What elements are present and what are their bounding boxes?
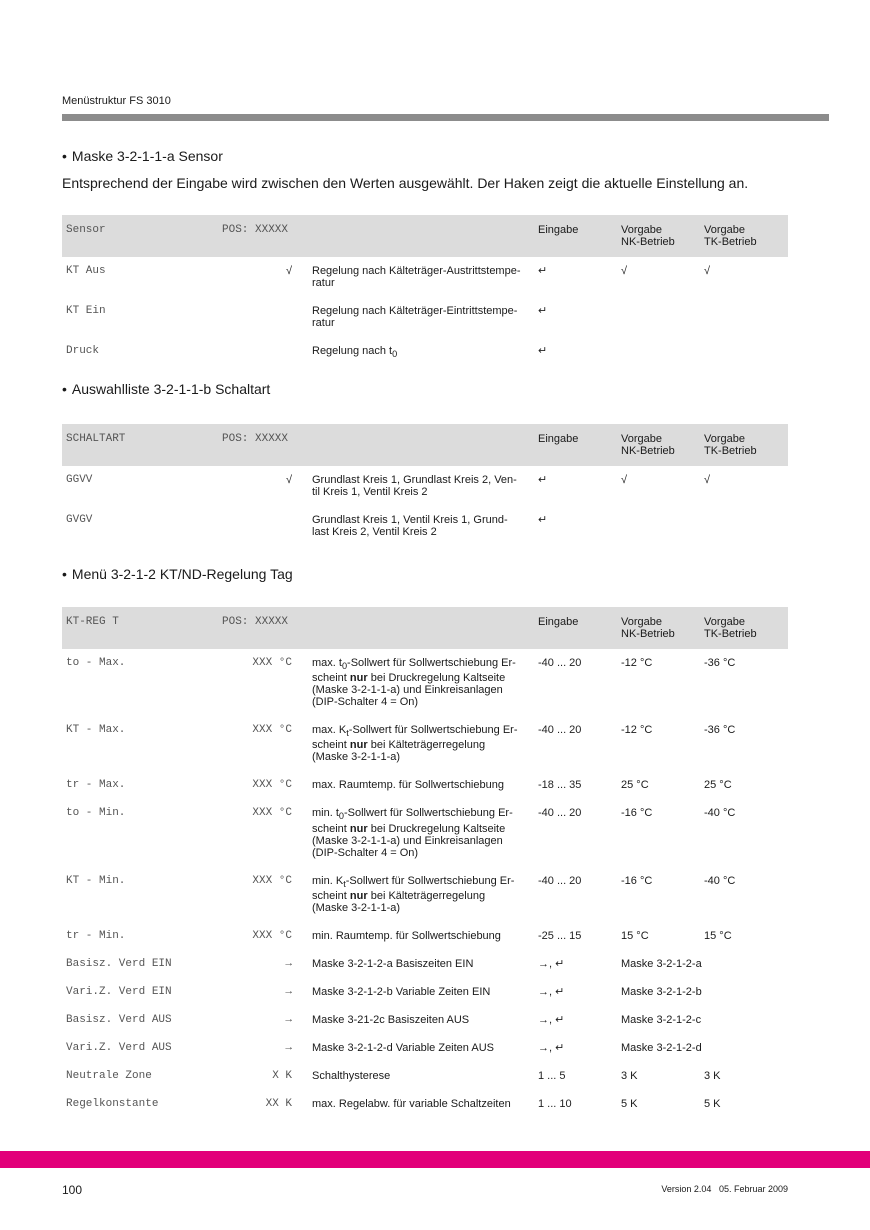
header-col-pos: POS: XXXXX bbox=[222, 424, 312, 466]
row-input: ↵ bbox=[538, 474, 548, 486]
desc-line-4: (DIP-Schalter 4 = On) bbox=[312, 696, 419, 709]
desc-line bbox=[312, 807, 530, 822]
row-name: GVGV bbox=[66, 514, 93, 526]
header-nk-line2: NK-Betrieb bbox=[621, 445, 675, 457]
desc-text: Maske 3-2-1-2-b Variable Zeiten EIN bbox=[312, 985, 491, 998]
row-default-nk: -12 °C bbox=[621, 657, 653, 669]
row-default-nk bbox=[621, 506, 704, 546]
section-heading-sensor: • Maske 3-2-1-1-a Sensor bbox=[62, 148, 223, 164]
intro-text: Entsprechend der Eingabe wird zwischen den Werten ausgewählt. Der Haken zeigt die aktuelle Einstellung an. bbox=[62, 175, 749, 191]
desc-line bbox=[312, 875, 530, 890]
desc-emphasis: nur bbox=[349, 889, 368, 902]
desc-line bbox=[312, 305, 530, 317]
desc-line bbox=[312, 1014, 530, 1026]
desc-text: min. Raumtemp. für Sollwertschiebung bbox=[312, 929, 501, 942]
row-name: Neutrale Zone bbox=[66, 1069, 152, 1082]
desc-line bbox=[312, 1070, 530, 1082]
row-default-tk bbox=[704, 506, 788, 546]
row-name: KT Ein bbox=[66, 305, 106, 317]
row-default-tk: 25 °C bbox=[704, 779, 732, 792]
row-name: Vari.Z. Verd AUS bbox=[66, 1041, 172, 1054]
desc-line-3: (Maske 3-2-1-1-a) bbox=[312, 901, 401, 914]
header-col-name: KT-REG T bbox=[62, 607, 222, 649]
row-name: Basisz. Verd AUS bbox=[66, 1013, 172, 1026]
header-nk-line1: Vorgabe bbox=[621, 616, 662, 628]
desc-line bbox=[312, 779, 530, 791]
row-input: →, ↵ bbox=[538, 1013, 565, 1026]
header-tk-line2: TK-Betrieb bbox=[704, 445, 757, 457]
desc-subscript: t bbox=[343, 878, 346, 889]
row-name: Regelkonstante bbox=[66, 1097, 159, 1110]
row-desc bbox=[312, 297, 538, 337]
table-row bbox=[62, 1062, 788, 1090]
table-row bbox=[62, 1090, 788, 1118]
table-row bbox=[62, 649, 788, 716]
row-pos: XXX °C bbox=[252, 929, 292, 942]
header-col-tk bbox=[704, 424, 788, 466]
row-default-nk: -12 °C bbox=[621, 724, 653, 737]
row-default-tk: 5 K bbox=[704, 1097, 721, 1110]
header-col-nk bbox=[621, 424, 704, 466]
desc-subscript: t bbox=[346, 728, 349, 739]
desc-text: scheint bbox=[312, 889, 350, 902]
row-default-tk: 3 K bbox=[704, 1069, 721, 1082]
row-desc bbox=[312, 867, 538, 922]
row-pos: → bbox=[285, 957, 292, 970]
header-nk-line1: Vorgabe bbox=[621, 433, 662, 445]
desc-line bbox=[312, 657, 530, 672]
desc-text: Schalthysterese bbox=[312, 1069, 391, 1082]
table-row bbox=[62, 771, 788, 799]
row-default-nk: Maske 3-2-1-2-d bbox=[621, 1041, 702, 1054]
row-input: ↵ bbox=[538, 265, 548, 277]
desc-text: Grundlast Kreis 1, Grundlast Kreis 2, Ven- bbox=[312, 474, 517, 486]
row-desc bbox=[312, 799, 538, 866]
table-row bbox=[62, 978, 788, 1006]
desc-emphasis: nur bbox=[349, 672, 368, 685]
row-pos: XXX °C bbox=[252, 724, 292, 737]
row-pos bbox=[222, 337, 312, 368]
desc-text-cont: -Sollwert für Sollwertschiebung Er- bbox=[345, 874, 515, 887]
row-default-nk bbox=[621, 337, 704, 368]
row-default-nk: √ bbox=[621, 474, 628, 486]
header-tk-line1: Vorgabe bbox=[704, 433, 745, 445]
row-input: -40 ... 20 bbox=[538, 807, 582, 820]
row-desc bbox=[312, 337, 538, 368]
section-heading-schaltart: • Auswahlliste 3-2-1-1-b Schaltart bbox=[62, 381, 271, 397]
row-default-nk: √ bbox=[621, 265, 628, 277]
row-pos: XXX °C bbox=[252, 874, 292, 887]
table-row bbox=[62, 716, 788, 771]
table-row bbox=[62, 506, 788, 546]
row-default-nk: Maske 3-2-1-2-a bbox=[621, 957, 702, 970]
desc-text: Maske 3-2-1-2-a Basiszeiten EIN bbox=[312, 957, 474, 970]
row-desc bbox=[312, 466, 538, 506]
header-col-desc bbox=[312, 607, 538, 649]
header-col-pos: POS: XXXXX bbox=[222, 215, 312, 257]
desc-text: Regelung nach Kälteträger-Eintrittstempe- bbox=[312, 305, 518, 317]
row-input: ↵ bbox=[538, 305, 548, 317]
row-default-tk: -40 °C bbox=[704, 874, 736, 887]
header-col-desc bbox=[312, 215, 538, 257]
row-name: KT - Min. bbox=[66, 874, 126, 887]
table-row bbox=[62, 257, 788, 297]
row-default-nk: -16 °C bbox=[621, 874, 653, 887]
running-header: Menüstruktur FS 3010 bbox=[62, 95, 171, 107]
desc-line bbox=[312, 345, 530, 360]
row-pos: XXX °C bbox=[252, 807, 292, 820]
row-input: -40 ... 20 bbox=[538, 874, 582, 887]
desc-line bbox=[312, 986, 530, 998]
row-pos: → bbox=[285, 985, 292, 998]
row-default-nk: 3 K bbox=[621, 1069, 638, 1082]
row-name: tr - Min. bbox=[66, 929, 126, 942]
row-name: Druck bbox=[66, 345, 100, 357]
header-col-input: Eingabe bbox=[538, 424, 621, 466]
desc-emphasis: nur bbox=[349, 822, 368, 835]
desc-line-2: ratur bbox=[312, 277, 335, 289]
desc-text-cont: bei Kälteträgerregelung bbox=[367, 739, 486, 752]
desc-line-3: (Maske 3-2-1-1-a) und Einkreisanlagen bbox=[312, 684, 503, 697]
row-name: GGVV bbox=[66, 474, 93, 486]
header-tk-line2: TK-Betrieb bbox=[704, 628, 757, 640]
row-pos: XX K bbox=[265, 1097, 292, 1110]
desc-subscript: 0 bbox=[338, 811, 344, 822]
row-pos: → bbox=[285, 1013, 292, 1026]
desc-line bbox=[312, 514, 530, 526]
row-input: -40 ... 20 bbox=[538, 724, 582, 737]
row-default-tk: √ bbox=[704, 474, 711, 486]
header-col-input: Eingabe bbox=[538, 607, 621, 649]
desc-line-3: (Maske 3-2-1-1-a) und Einkreisanlagen bbox=[312, 834, 503, 847]
desc-line bbox=[312, 265, 530, 277]
row-default-tk bbox=[704, 297, 788, 337]
table-row bbox=[62, 799, 788, 866]
desc-line-3: (Maske 3-2-1-1-a) bbox=[312, 751, 401, 764]
row-default-tk: √ bbox=[704, 265, 711, 277]
ktreg-table bbox=[62, 607, 788, 1118]
desc-text: Maske 3-21-2c Basiszeiten AUS bbox=[312, 1013, 470, 1026]
header-col-nk bbox=[621, 607, 704, 649]
table-row bbox=[62, 466, 788, 506]
row-pos bbox=[222, 506, 312, 546]
row-pos: √ bbox=[285, 265, 292, 277]
row-input: ↵ bbox=[538, 345, 548, 357]
page-number: 100 bbox=[62, 1183, 83, 1197]
row-input: →, ↵ bbox=[538, 1041, 565, 1054]
row-default-nk bbox=[621, 297, 704, 337]
desc-text: min. K bbox=[312, 874, 344, 887]
row-input: 1 ... 10 bbox=[538, 1097, 572, 1110]
desc-emphasis: nur bbox=[349, 739, 368, 752]
table-row bbox=[62, 337, 788, 368]
footer-accent-bar bbox=[0, 1151, 870, 1168]
desc-text: max. Raumtemp. für Sollwertschiebung bbox=[312, 779, 504, 792]
row-pos bbox=[222, 297, 312, 337]
row-input: →, ↵ bbox=[538, 957, 565, 970]
table-header-row bbox=[62, 424, 788, 466]
desc-text: max. Regelabw. für variable Schaltzeiten bbox=[312, 1097, 511, 1110]
desc-line bbox=[312, 1042, 530, 1054]
header-col-nk bbox=[621, 215, 704, 257]
header-col-tk bbox=[704, 607, 788, 649]
desc-text-cont: -Sollwert für Sollwertschiebung Er- bbox=[347, 657, 516, 669]
desc-line bbox=[312, 724, 530, 739]
header-rule bbox=[62, 114, 829, 121]
row-default-tk: -40 °C bbox=[704, 807, 736, 820]
table-row bbox=[62, 867, 788, 922]
desc-line-2: ratur bbox=[312, 317, 335, 329]
desc-subscript: 0 bbox=[392, 349, 398, 360]
row-desc bbox=[312, 978, 538, 1006]
header-tk-line1: Vorgabe bbox=[704, 616, 745, 628]
sensor-table bbox=[62, 215, 788, 368]
desc-text: Regelung nach Kälteträger-Austrittstempe- bbox=[312, 265, 521, 277]
row-desc bbox=[312, 1006, 538, 1034]
schaltart-table bbox=[62, 424, 788, 546]
desc-text: Regelung nach t bbox=[312, 345, 393, 357]
table-row bbox=[62, 1006, 788, 1034]
desc-text-cont: -Sollwert für Sollwertschiebung Er- bbox=[344, 807, 513, 820]
row-input: -40 ... 20 bbox=[538, 657, 582, 669]
desc-line-2: til Kreis 1, Ventil Kreis 2 bbox=[312, 486, 428, 498]
desc-line-2: last Kreis 2, Ventil Kreis 2 bbox=[312, 526, 437, 538]
row-input: 1 ... 5 bbox=[538, 1069, 566, 1082]
row-pos: XXX °C bbox=[252, 657, 292, 669]
desc-line bbox=[312, 474, 530, 486]
header-col-name: SCHALTART bbox=[62, 424, 222, 466]
row-desc bbox=[312, 649, 538, 716]
row-default-tk bbox=[704, 337, 788, 368]
row-input: →, ↵ bbox=[538, 985, 565, 998]
row-desc bbox=[312, 716, 538, 771]
row-default-nk: Maske 3-2-1-2-b bbox=[621, 985, 702, 998]
desc-text-cont: bei Druckregelung Kaltseite bbox=[367, 672, 506, 685]
header-col-tk bbox=[704, 215, 788, 257]
row-name: Vari.Z. Verd EIN bbox=[66, 985, 172, 998]
header-tk-line1: Vorgabe bbox=[704, 224, 745, 236]
desc-text: scheint bbox=[312, 822, 350, 835]
row-default-tk: 15 °C bbox=[704, 929, 732, 942]
row-name: Basisz. Verd EIN bbox=[66, 957, 172, 970]
table-header-row bbox=[62, 215, 788, 257]
desc-text: Grundlast Kreis 1, Ventil Kreis 1, Grund- bbox=[312, 514, 508, 526]
row-pos: √ bbox=[285, 474, 292, 486]
row-default-nk: 5 K bbox=[621, 1097, 638, 1110]
desc-text: scheint bbox=[312, 739, 350, 752]
row-pos: XXX °C bbox=[252, 779, 292, 792]
row-name: to - Max. bbox=[66, 657, 126, 669]
table-row bbox=[62, 297, 788, 337]
row-desc bbox=[312, 1062, 538, 1090]
table-row bbox=[62, 922, 788, 950]
desc-text-cont: bei Kälteträgerregelung bbox=[367, 889, 486, 902]
row-name: to - Min. bbox=[66, 807, 126, 820]
desc-text: max. t bbox=[312, 657, 342, 669]
desc-line-2 bbox=[312, 672, 530, 684]
row-default-nk: 25 °C bbox=[621, 779, 649, 792]
desc-line bbox=[312, 930, 530, 942]
row-default-nk: -16 °C bbox=[621, 807, 653, 820]
row-desc bbox=[312, 506, 538, 546]
desc-subscript: 0 bbox=[341, 661, 348, 672]
desc-line-2 bbox=[312, 890, 530, 902]
row-desc bbox=[312, 771, 538, 799]
row-default-tk: -36 °C bbox=[704, 657, 736, 669]
desc-text-cont: -Sollwert für Sollwertschiebung Er- bbox=[348, 724, 518, 737]
desc-text: Maske 3-2-1-2-d Variable Zeiten AUS bbox=[312, 1041, 494, 1054]
row-name: KT Aus bbox=[66, 265, 106, 277]
header-nk-line2: NK-Betrieb bbox=[621, 236, 675, 248]
desc-text: scheint bbox=[312, 672, 350, 685]
header-tk-line2: TK-Betrieb bbox=[704, 236, 757, 248]
row-pos: → bbox=[285, 1041, 292, 1054]
desc-text-cont: bei Druckregelung Kaltseite bbox=[367, 822, 506, 835]
header-col-desc bbox=[312, 424, 538, 466]
row-desc bbox=[312, 257, 538, 297]
desc-line bbox=[312, 958, 530, 970]
row-desc bbox=[312, 1034, 538, 1062]
table-header-row bbox=[62, 607, 788, 649]
row-name: KT - Max. bbox=[66, 724, 126, 737]
header-col-name: Sensor bbox=[62, 215, 222, 257]
desc-line-2 bbox=[312, 739, 530, 751]
row-default-nk: Maske 3-2-1-2-c bbox=[621, 1013, 702, 1026]
table-row bbox=[62, 950, 788, 978]
row-input: -18 ... 35 bbox=[538, 779, 582, 792]
row-input: ↵ bbox=[538, 514, 548, 526]
header-col-pos: POS: XXXXX bbox=[222, 607, 312, 649]
desc-text: max. K bbox=[312, 724, 347, 737]
row-desc bbox=[312, 1090, 538, 1118]
row-desc bbox=[312, 922, 538, 950]
row-input: -25 ... 15 bbox=[538, 929, 582, 942]
desc-line bbox=[312, 1098, 530, 1110]
header-col-input: Eingabe bbox=[538, 215, 621, 257]
header-nk-line1: Vorgabe bbox=[621, 224, 662, 236]
row-default-tk: -36 °C bbox=[704, 724, 736, 737]
version-info: Version 2.04 05. Februar 2009 bbox=[661, 1184, 788, 1194]
header-nk-line2: NK-Betrieb bbox=[621, 628, 675, 640]
desc-line-4: (DIP-Schalter 4 = On) bbox=[312, 846, 419, 859]
section-heading-ktreg: • Menü 3-2-1-2 KT/ND-Regelung Tag bbox=[62, 566, 293, 582]
row-desc bbox=[312, 950, 538, 978]
desc-text: min. t bbox=[312, 807, 339, 820]
desc-line-2 bbox=[312, 823, 530, 835]
table-row bbox=[62, 1034, 788, 1062]
row-default-nk: 15 °C bbox=[621, 929, 649, 942]
row-name: tr - Max. bbox=[66, 779, 126, 792]
row-pos: X K bbox=[272, 1069, 292, 1082]
